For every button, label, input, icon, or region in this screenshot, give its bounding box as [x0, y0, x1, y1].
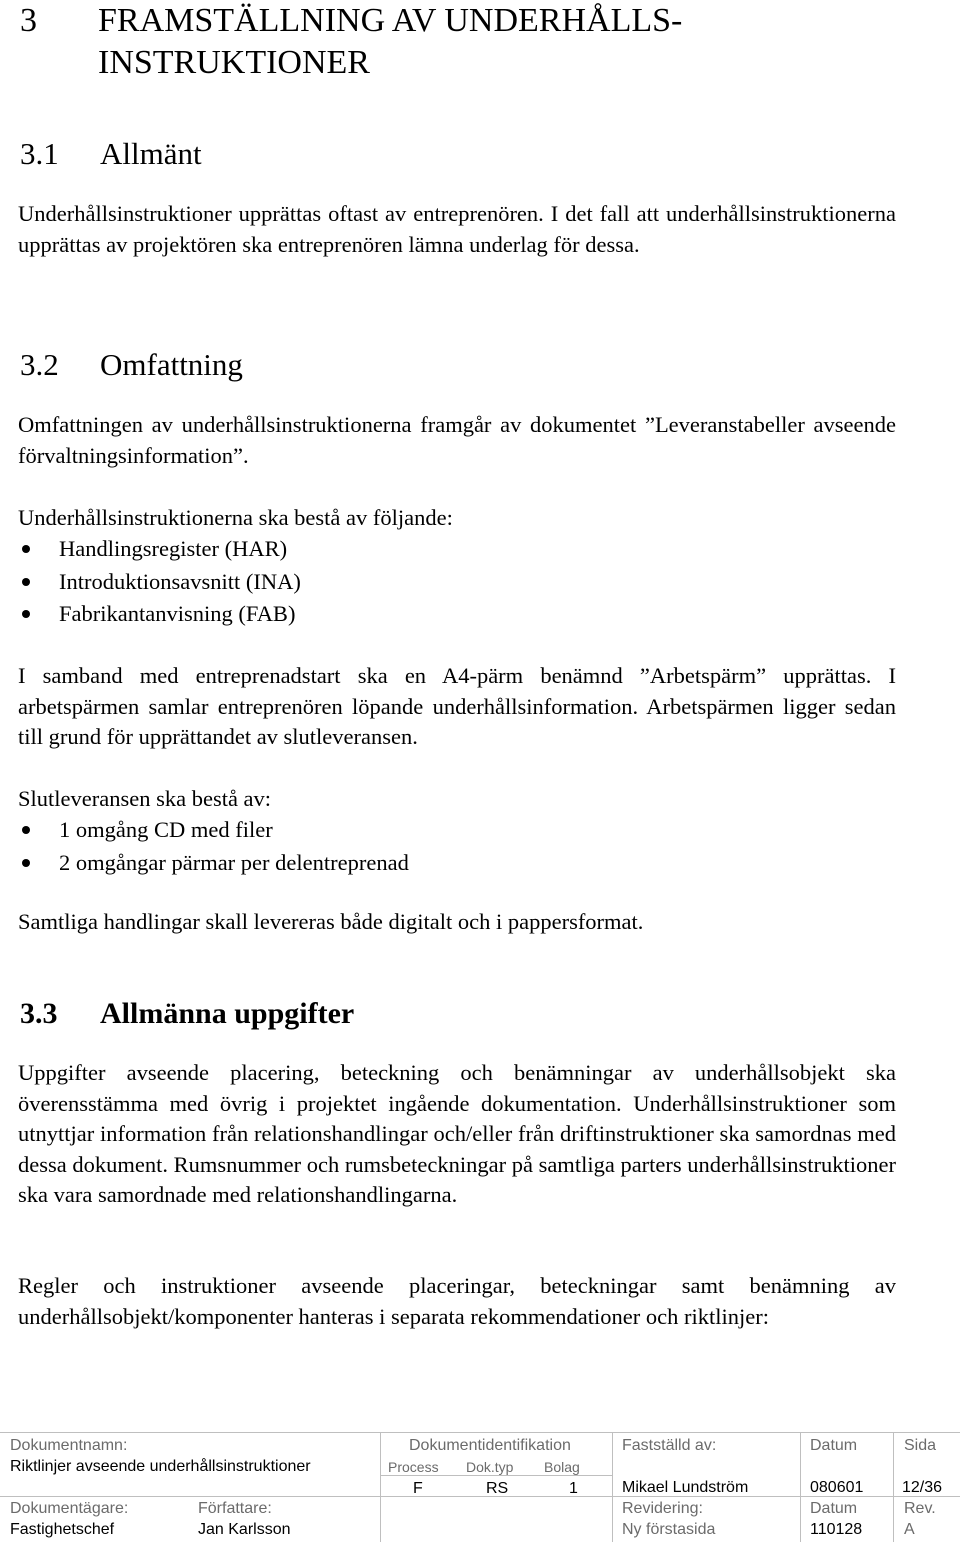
- footer-owner: Fastighetschef: [10, 1521, 115, 1538]
- footer-revision-label: Revidering:: [622, 1500, 703, 1517]
- footer-rev-label: Rev.: [904, 1500, 936, 1517]
- section-3-2-bullet-list2: [18, 814, 896, 879]
- footer-company-label: Bolag: [544, 1459, 580, 1475]
- bullet-icon: [22, 578, 30, 586]
- chapter-title-line1: FRAMSTÄLLNING AV UNDERHÅLLS-: [98, 2, 683, 39]
- document-footer: [0, 1432, 960, 1542]
- section-number-3-1: 3.1: [20, 136, 59, 171]
- footer-page-number: 12/36: [902, 1479, 943, 1496]
- bullet-icon: [22, 859, 30, 867]
- footer-company-value: 1: [569, 1480, 578, 1497]
- section-3-2-bullet-list: [18, 533, 896, 631]
- chapter-number: 3: [20, 2, 37, 39]
- bullet-icon: [22, 545, 30, 553]
- section-3-3-paragraph2: Regler och instruktioner avseende placeringar, beteckningar samt benämning av underhållsobjekt/komponenter hanteras i separata rekommendationer och riktlinjer:: [18, 1273, 896, 1329]
- footer-revision-date: 110128: [810, 1521, 863, 1538]
- footer-rev-value: A: [904, 1521, 915, 1538]
- footer-doc-name: Riktlinjer avseende underhållsinstruktioner: [10, 1458, 311, 1475]
- footer-divider: [612, 1432, 613, 1542]
- footer-approved-by: Mikael Lundström: [622, 1479, 749, 1496]
- footer-doc-id-label: Dokumentidentifikation: [409, 1437, 571, 1454]
- bullet-icon: [22, 610, 30, 618]
- footer-divider: [380, 1432, 381, 1542]
- section-title-3-1: Allmänt: [100, 136, 202, 171]
- footer-process-label: Process: [388, 1459, 439, 1475]
- footer-owner-label: Dokumentägare:: [10, 1500, 129, 1517]
- footer-revision: Ny förstasida: [622, 1521, 716, 1538]
- section-3-1-paragraph: Underhållsinstruktioner upprättas oftast av entreprenören. I det fall att underhållsinstruktionerna upprättas av projektören ska entreprenören lämna underlag för dessa.: [18, 201, 896, 257]
- list-item: Fabrikantanvisning (FAB): [18, 598, 896, 631]
- footer-approved-label: Fastställd av:: [622, 1437, 717, 1454]
- list-item: 2 omgångar pärmar per delentreprenad: [18, 847, 896, 880]
- section-title-3-2: Omfattning: [100, 347, 243, 382]
- section-3-3-paragraph1: Uppgifter avseende placering, beteckning och benämningar av underhållsobjekt ska överensstämma med övrig i projektet ingående dokumentation. Underhållsinstruktioner som utnyttjar information från relationshandlingar och/eller från driftinstruktioner ska samordnas med dessa dokument. Rumsnummer och rumsbeteckningar på samtliga parters underhållsinstruktioner ska vara samordnade med relationshandlingarna.: [18, 1060, 896, 1207]
- footer-doctype-value: RS: [486, 1480, 509, 1497]
- footer-date-label: Datum: [810, 1437, 858, 1454]
- footer-author-label: Författare:: [198, 1500, 272, 1517]
- section-3-2-list2-intro: Slutleveransen ska bestå av:: [18, 786, 272, 811]
- section-number-3-3: 3.3: [20, 997, 58, 1030]
- footer-doctype-label: Dok.typ: [466, 1459, 514, 1475]
- list-item: 1 omgång CD med filer: [18, 814, 896, 847]
- bullet-icon: [22, 826, 30, 834]
- footer-approved-date: 080601: [810, 1479, 864, 1496]
- section-3-2-paragraph1: Omfattningen av underhållsinstruktionerna framgår av dokumentet ”Leveranstabeller avseende förvaltningsinformation”.: [18, 412, 896, 468]
- list-item: Handlingsregister (HAR): [18, 533, 896, 566]
- section-number-3-2: 3.2: [20, 347, 59, 382]
- section-3-2-paragraph3: Samtliga handlingar skall levereras både digitalt och i pappersformat.: [18, 909, 644, 934]
- section-3-2-list-intro: Underhållsinstruktionerna ska bestå av följande:: [18, 505, 453, 530]
- section-title-3-3: Allmänna uppgifter: [100, 997, 355, 1030]
- footer-author: Jan Karlsson: [198, 1521, 291, 1538]
- section-3-2-paragraph2: I samband med entreprenadstart ska en A4-pärm benämnd ”Arbetspärm” upprättas. I arbetspärmen samlar entreprenören löpande underhållsinformation. Arbetspärmen ligger sedan till grund för upprättandet av slutleveransen.: [18, 663, 896, 749]
- footer-divider: [800, 1432, 801, 1542]
- chapter-title-line2: INSTRUKTIONER: [98, 44, 370, 81]
- footer-divider: [893, 1432, 894, 1542]
- footer-top-border: [0, 1432, 960, 1433]
- list-item: Introduktionsavsnitt (INA): [18, 566, 896, 599]
- footer-process-value: F: [413, 1480, 423, 1497]
- footer-revision-date-label: Datum: [810, 1500, 858, 1517]
- footer-divider: [380, 1475, 612, 1476]
- footer-page-label: Sida: [904, 1437, 937, 1454]
- footer-doc-name-label: Dokumentnamn:: [10, 1437, 128, 1454]
